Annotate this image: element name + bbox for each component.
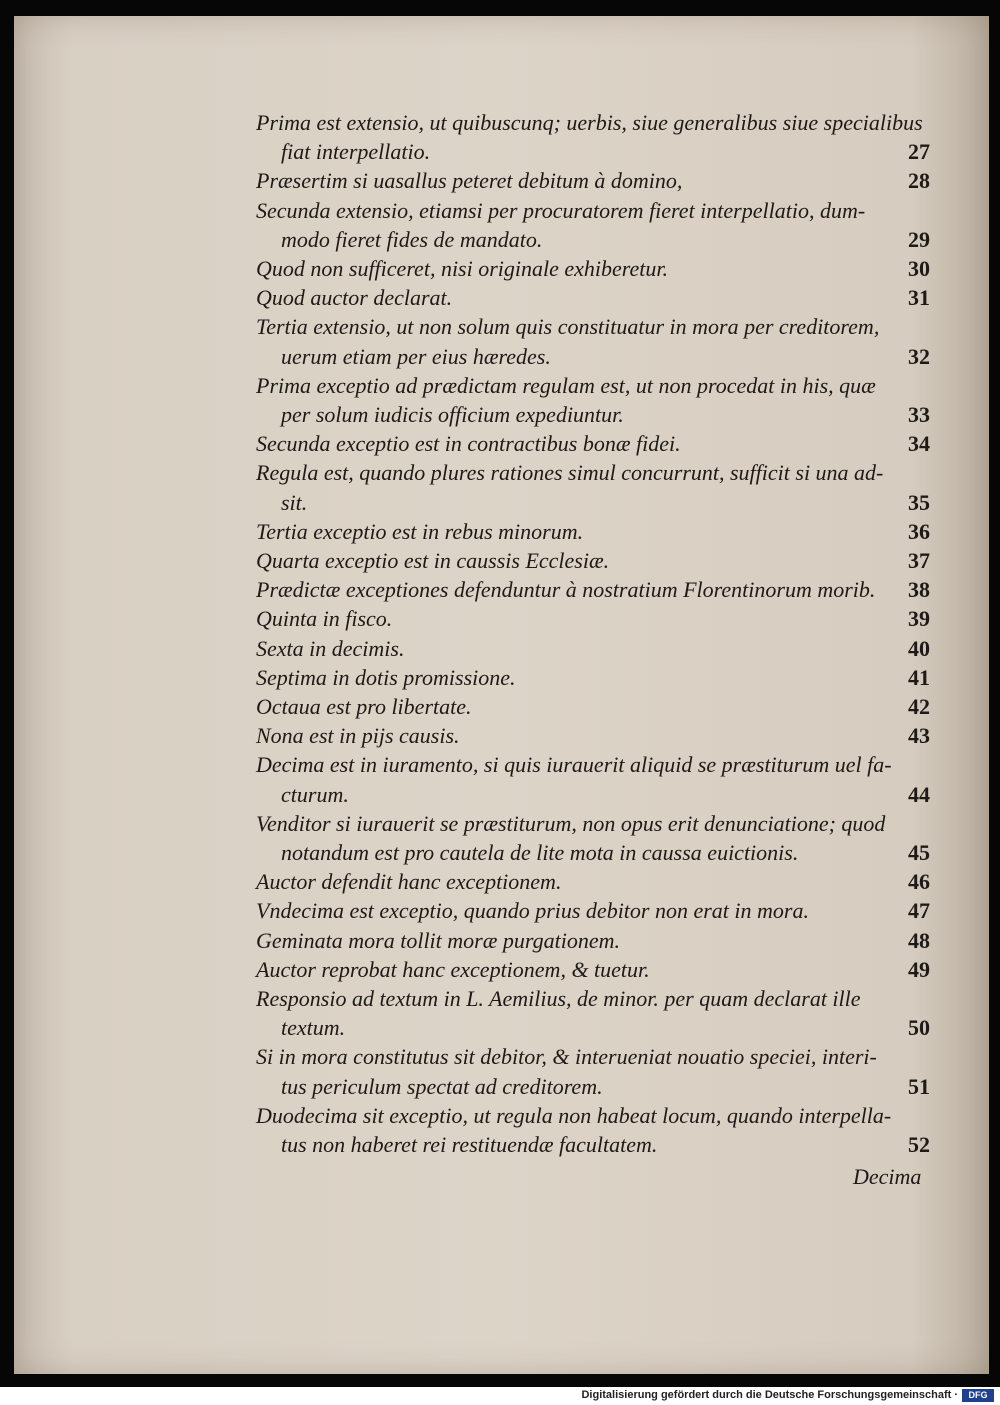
index-line (0, 517, 1000, 547)
index-line-text: Auctor reprobat hanc exceptionem, & tuetur. (256, 956, 650, 982)
index-line (0, 254, 1000, 284)
index-line-number: 34 (908, 431, 930, 457)
index-line (0, 867, 1000, 897)
index-line-text: Secunda extensio, etiamsi per procuratorem fieret interpellatio, dum- (256, 197, 866, 223)
index-line-text: Responsio ad textum in L. Aemilius, de minor. per quam declarat ille (256, 986, 861, 1011)
index-line-text: Prima est extensio, ut quibuscunq; uerbis, siue generalibus siue specialibus (256, 110, 923, 135)
index-line-number: 52 (908, 1132, 930, 1157)
index-line (0, 663, 1000, 693)
index-line-text: Quinta in fisco. (256, 606, 393, 632)
index-line (0, 166, 1000, 196)
index-line (0, 604, 1000, 634)
index-line-number: 30 (908, 256, 930, 281)
index-line-text: sit. (281, 489, 308, 515)
catchword: Decima (853, 1164, 922, 1189)
index-line-number: 29 (908, 226, 930, 252)
index-line-text: Tertia extensio, ut non solum quis constituatur in mora per creditorem, (256, 314, 880, 340)
index-line-number: 37 (908, 548, 930, 573)
footer-bar (0, 1387, 1000, 1405)
index-line-number: 48 (908, 927, 930, 953)
index-line (0, 342, 1000, 372)
index-line (0, 721, 1000, 751)
index-line (0, 196, 1000, 226)
index-line (0, 400, 1000, 430)
index-line-text: per solum iudicis officium expediuntur. (281, 402, 624, 427)
index-line-text: Auctor defendit hanc exceptionem. (256, 869, 562, 895)
index-line-number: 33 (908, 402, 930, 427)
index-line (0, 225, 1000, 255)
index-line-number: 50 (908, 1015, 930, 1041)
index-line-text: Si in mora constitutus sit debitor, & interueniat nouatio speciei, interi- (256, 1044, 877, 1070)
index-line-number: 38 (908, 577, 930, 603)
index-line-text: Tertia exceptio est in rebus minorum. (256, 518, 584, 544)
index-line-number: 43 (908, 723, 930, 749)
index-line-number: 36 (908, 518, 930, 544)
index-line (0, 955, 1000, 985)
index-line-text: Quod auctor declarat. (256, 285, 453, 311)
index-line-text: fiat interpellatio. (281, 139, 431, 165)
index-line (0, 575, 1000, 605)
index-line-text: Octaua est pro libertate. (256, 694, 472, 719)
index-line (0, 780, 1000, 810)
index-line-text: Nona est in pijs causis. (256, 723, 460, 749)
index-line-number: 46 (908, 869, 930, 895)
index-line (0, 1072, 1000, 1102)
index-line-number: 27 (908, 139, 930, 165)
index-line-text: tus non haberet rei restituendæ facultatem. (281, 1132, 658, 1157)
index-line (0, 312, 1000, 342)
index-line (0, 1130, 1000, 1160)
index-line-number: 40 (908, 635, 930, 661)
index-line-text: Regula est, quando plures rationes simul concurrunt, sufficit si una ad- (256, 460, 884, 486)
index-line (0, 634, 1000, 664)
index-line-text: Secunda exceptio est in contractibus bonæ fidei. (256, 431, 681, 457)
index-line-text: Præsertim si uasallus peteret debitum à domino, (256, 168, 683, 194)
index-line-text: tus periculum spectat ad creditorem. (281, 1073, 603, 1099)
index-line (0, 809, 1000, 839)
index-line (0, 1101, 1000, 1131)
index-line-text: textum. (281, 1015, 346, 1041)
index-line-number: 45 (908, 840, 930, 865)
index-line-number: 47 (908, 898, 930, 924)
index-line (0, 429, 1000, 459)
index-line-text: Geminata mora tollit moræ purgationem. (256, 927, 621, 953)
index-line-number: 41 (908, 664, 930, 690)
index-line (0, 488, 1000, 518)
index-line-number: 49 (908, 956, 930, 982)
index-line-text: Duodecima sit exceptio, ut regula non habeat locum, quando interpella- (256, 1102, 892, 1128)
index-line-number: 28 (908, 168, 930, 194)
index-line (0, 838, 1000, 868)
index-line-text: Quarta exceptio est in caussis Ecclesiæ. (256, 548, 610, 573)
index-line-number: 42 (908, 694, 930, 719)
index-line-text: Prædictæ exceptiones defenduntur à nostratium Florentinorum morib. (256, 577, 876, 603)
index-line (0, 750, 1000, 780)
index-line-number: 51 (908, 1073, 930, 1099)
index-line-text: Venditor si iurauerit se præstiturum, non opus erit denunciatione; quod (256, 810, 886, 836)
index-line-text: cturum. (281, 781, 349, 807)
index-line-text: Quod non sufficeret, nisi originale exhiberetur. (256, 256, 669, 281)
index-line-text: Sexta in decimis. (256, 635, 405, 661)
index-line-text: Prima exceptio ad prædictam regulam est, ut non procedat in his, quæ (256, 372, 876, 398)
index-line (0, 984, 1000, 1014)
index-line (0, 371, 1000, 401)
index-line-text: uerum etiam per eius hæredes. (281, 343, 551, 369)
index-line (0, 283, 1000, 313)
index-line-text: Decima est in iuramento, si quis iurauerit aliquid se præstiturum uel fa- (256, 752, 892, 778)
index-line (0, 926, 1000, 956)
index-line (0, 546, 1000, 576)
footer-credit: Digitalisierung gefördert durch die Deutsche Forschungsgemeinschaft · (581, 1389, 958, 1401)
index-line-text: Septima in dotis promissione. (256, 664, 516, 690)
index-line-number: 39 (908, 606, 930, 632)
index-line (0, 1042, 1000, 1072)
index-line (0, 458, 1000, 488)
index-line (0, 1013, 1000, 1043)
index-line-text: notandum est pro cautela de lite mota in caussa euictionis. (281, 840, 799, 865)
index-line-text: modo fieret fides de mandato. (281, 226, 543, 252)
index-line-text: Vndecima est exceptio, quando prius debitor non erat in mora. (256, 898, 809, 924)
dfg-logo: DFG (962, 1389, 994, 1402)
index-line-number: 31 (908, 285, 930, 311)
index-line (0, 692, 1000, 722)
index-line (0, 108, 1000, 138)
index-line (0, 137, 1000, 167)
index-line-number: 35 (908, 489, 930, 515)
index-line-number: 44 (908, 781, 930, 807)
index-line (0, 896, 1000, 926)
index-line-number: 32 (908, 343, 930, 369)
